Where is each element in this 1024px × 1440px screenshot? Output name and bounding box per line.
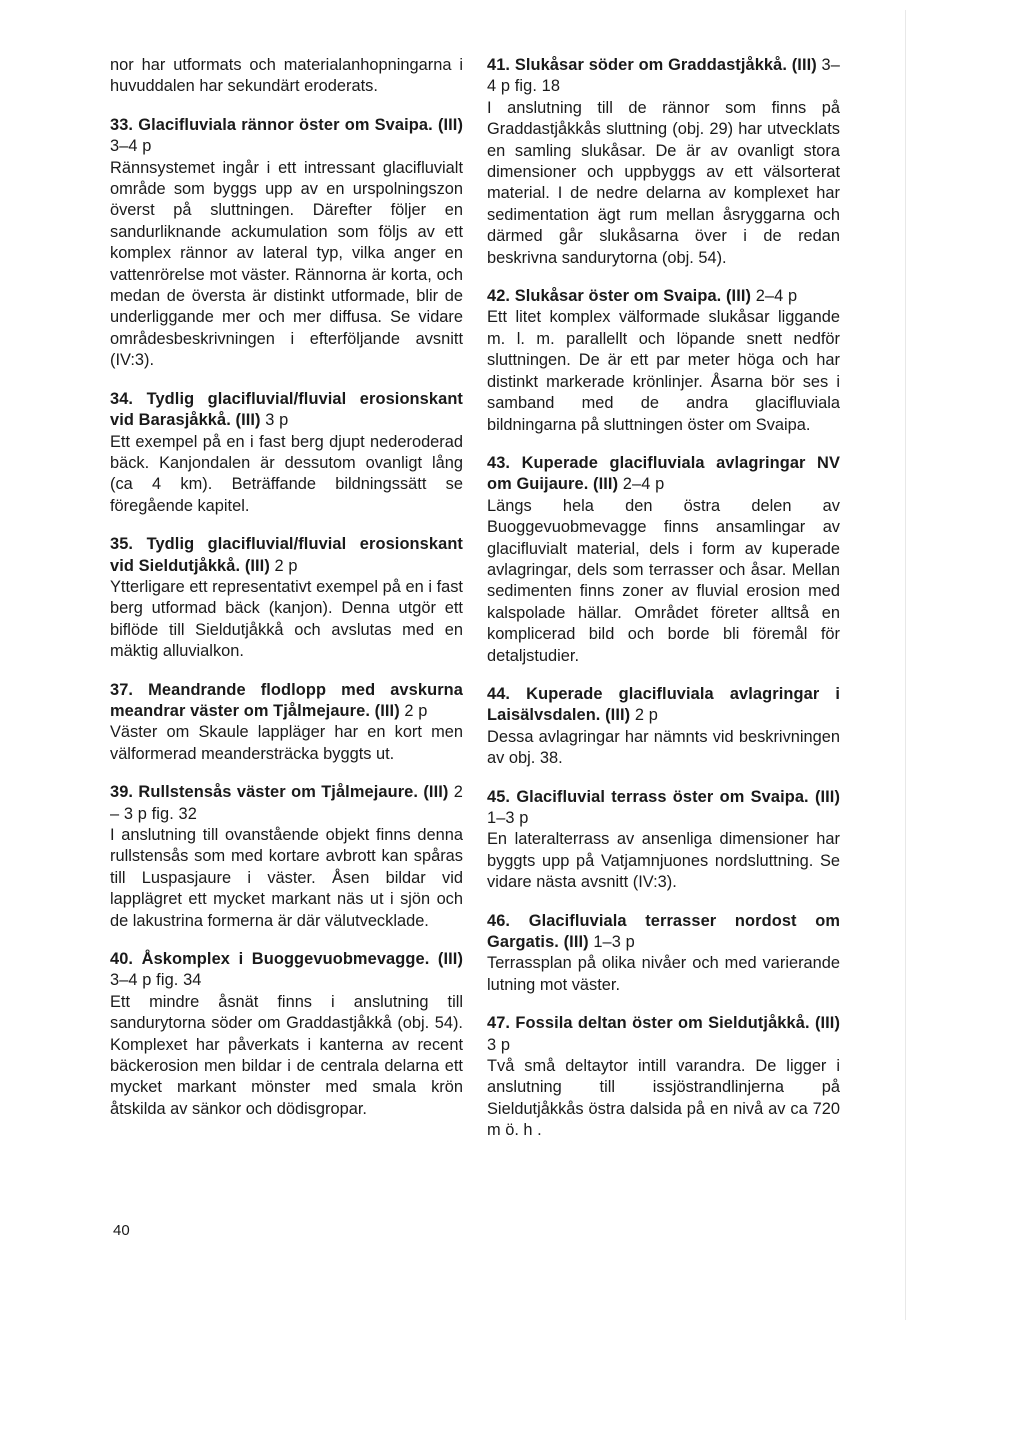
entry-body: Ett litet komplex välformade slukåsar liggande m. l. m. parallellt och löpande snett nedför sluttningen. De är ett par meter höga och har distinkt markerade krönlinjer. Åsarna bör ses i samband med de andra glacifluviala bildningarna på sluttningen öster om Svaipa. (487, 308, 840, 434)
entry-number: 45. (487, 787, 511, 806)
entry-title: Åskomplex i Buoggevuobmevagge. (141, 950, 430, 969)
entry-rating: (III) (563, 933, 589, 952)
entry-body: Rännsystemet ingår i ett intressant glacifluvialt område som byggs upp av en urspolningszon överst på sluttningen. Därefter följer en sandurliknande ackumulation som följs av ett komplex rännor av lateral typ, vilka anger en vattenrörelse mot väster. Rännorna är korta, och medan de översta är distinkt utformade, blir de underliggande mer och mer diffusa. Se vidare områdesbeskrivningen i efterföljande avsnitt (IV:3). (110, 158, 463, 370)
entry-meta: 3–4 p (110, 137, 152, 156)
entry-number: 40. (110, 950, 134, 969)
entry-rating: (III) (814, 787, 841, 806)
entry-number: 44. (487, 684, 511, 703)
entry-rating: (III) (593, 475, 619, 494)
entry-number: 34. (110, 389, 134, 408)
entry-rating: (III) (725, 287, 752, 306)
entry-rating: (III) (374, 701, 400, 720)
entry-meta: 3 p (487, 1035, 511, 1054)
entry-body: Längs hela den östra delen av Buoggevuobmevagge finns ansamlingar av glacifluvialt material, dels i form av kuperade avlagringar, dels som terrasser och åsar. Mellan sedimenten finns zoner av fluvial erosion med kalspolade hällar. Området företer alltså en komplicerad bild och borde bli föremål för detaljstudier. (487, 496, 840, 665)
entry-meta: 3–4 p fig. 18 (487, 56, 840, 96)
entry-44 (487, 684, 840, 770)
entry-body: I anslutning till de rännor som finns på Graddastjåkkås sluttning (obj. 29) har utvecklats en samling slukåsar. De är av ovanligt stora dimensioner och uppbyggs av ett välsorterat material. I de nedre delarna av komplexet har sedimentation ägt rum mellan åsryggarna och därmed går slukåsarna över i de redan beskrivna sandurytorna (obj. 54). (487, 98, 840, 267)
entry-body: Dessa avlagringar har nämnts vid beskrivningen av obj. 38. (487, 727, 840, 768)
entry-47 (487, 1013, 840, 1141)
entry-number: 39. (110, 783, 134, 802)
entry-40 (110, 949, 463, 1120)
entry-title: Glacifluviala terrasser nordost om Gargatis. (487, 911, 841, 952)
entry-43 (487, 453, 840, 667)
entry-number: 46. (487, 911, 511, 930)
entry-number: 35. (110, 535, 134, 554)
entry-body: Ytterligare ett representativt exempel på en i fast berg utformad bäck (kanjon). Denna utgör ett biflöde till Sieldutjåkkå och avslutas med en mäktig alluvialkon. (110, 577, 463, 661)
right-column (487, 55, 840, 1159)
entry-title: Slukåsar öster om Svaipa. (514, 287, 722, 306)
entry-42 (487, 286, 840, 436)
entry-rating: (III) (423, 783, 449, 802)
entry-body: Väster om Skaule lappläger har en kort men välformerad meandersträcka byggts ut. (110, 723, 463, 763)
entry-title: Fossila deltan öster om Sieldutjåkkå. (515, 1014, 810, 1033)
entry-rating: (III) (791, 56, 817, 74)
entry-meta: 2 p (269, 556, 298, 575)
entry-meta: 2 – 3 p fig. 32 (110, 783, 463, 823)
entry-title: Meandrande flodlopp med avskurna meandrar väster om Tjålmejaure. (110, 680, 464, 720)
entry-title: Rullstensås väster om Tjålmejaure. (138, 783, 419, 802)
entry-number: 37. (110, 680, 134, 699)
entry-rating: (III) (244, 556, 270, 575)
entry-34 (110, 389, 463, 517)
entry-meta: 2 p (630, 706, 658, 725)
entry-title: Glacifluviala rännor öster om Svaipa. (138, 115, 433, 134)
entry-37 (110, 680, 463, 766)
entry-number: 47. (487, 1014, 511, 1033)
entry-41 (487, 55, 840, 269)
entry-title: Glacifluvial terrass öster om Svaipa. (516, 787, 809, 806)
intro-paragraph: nor har utformats och materialanhopningarna i huvuddalen har sekundärt eroderats. (110, 56, 463, 96)
entry-rating: (III) (605, 706, 631, 725)
entry-39 (110, 782, 463, 932)
entry-title: Slukåsar söder om Graddastjåkkå. (514, 56, 788, 74)
entry-46 (487, 911, 840, 997)
entry-body: Terrassplan på olika nivåer och med varierande lutning mot väster. (487, 954, 840, 994)
entry-number: 33. (110, 115, 134, 134)
left-column (110, 55, 463, 1137)
entry-rating: (III) (814, 1014, 841, 1033)
entry-title: Kuperade glacifluviala avlagringar i Laisälvsdalen. (487, 684, 841, 725)
entry-body: I anslutning till ovanstående objekt finns denna rullstensås som med kortare avbrott kan spåras till Luspasjaure i väster. Åsen bildar vid lapplägret ett mycket markant näs ut i sjön och de lakustrina formerna är där välutvecklade. (110, 826, 463, 930)
entry-meta: 2–4 p (618, 475, 665, 494)
entry-rating: (III) (235, 411, 261, 430)
entry-body: En lateralterrass av ansenliga dimensioner har byggts upp på Vatjamnjuones nordsluttning. Se vidare nästa avsnitt (IV:3). (487, 830, 840, 892)
entry-meta: 3–4 p fig. 34 (110, 971, 202, 990)
entry-body: Ett exempel på en i fast berg djupt nederoderad bäck. Kanjondalen är dessutom ovanligt lång (ca 4 km). Beträffande bildningssätt se föregående kapitel. (110, 432, 463, 515)
entry-meta: 2 p (399, 701, 428, 720)
entry-meta: 1–3 p (588, 933, 635, 952)
entry-rating: (III) (437, 115, 464, 134)
entry-35 (110, 534, 463, 662)
entry-rating: (III) (437, 950, 463, 969)
entry-body: Två små deltaytor intill varandra. De ligger i anslutning till issjöstrandlinjerna på Sieldutjåkkås östra dalsida på en nivå av ca 720 m ö. h . (487, 1057, 840, 1140)
entry-meta: 1–3 p (487, 809, 529, 827)
entry-title: Kuperade glacifluviala avlagringar NV om Guijaure. (487, 453, 840, 494)
entry-body: Ett mindre åsnät finns i anslutning till sandurytorna söder om Graddastjåkkå (obj. 54). Komplexet har påverkats i kanterna av recent bäckerosion men bildar i de centrala delarna ett mycket markant mönster med smala krön åtskilda av sänkor och dödisgropar. (110, 992, 463, 1118)
entry-number: 41. (487, 56, 511, 74)
entry-title: Tydlig glacifluvial/fluvial erosionskant vid Barasjåkkå. (110, 389, 463, 430)
entry-meta: 3 p (260, 411, 289, 430)
entry-meta: 2–4 p (751, 287, 798, 306)
entry-number: 42. (487, 287, 511, 306)
entry-33 (110, 115, 463, 372)
page-edge-line (905, 10, 906, 1320)
page-number: 40 (113, 1222, 130, 1239)
entry-number: 43. (487, 453, 511, 472)
entry-title: Tydlig glacifluvial/fluvial erosionskant vid Sieldutjåkkå. (110, 535, 463, 575)
entry-45 (487, 787, 840, 894)
